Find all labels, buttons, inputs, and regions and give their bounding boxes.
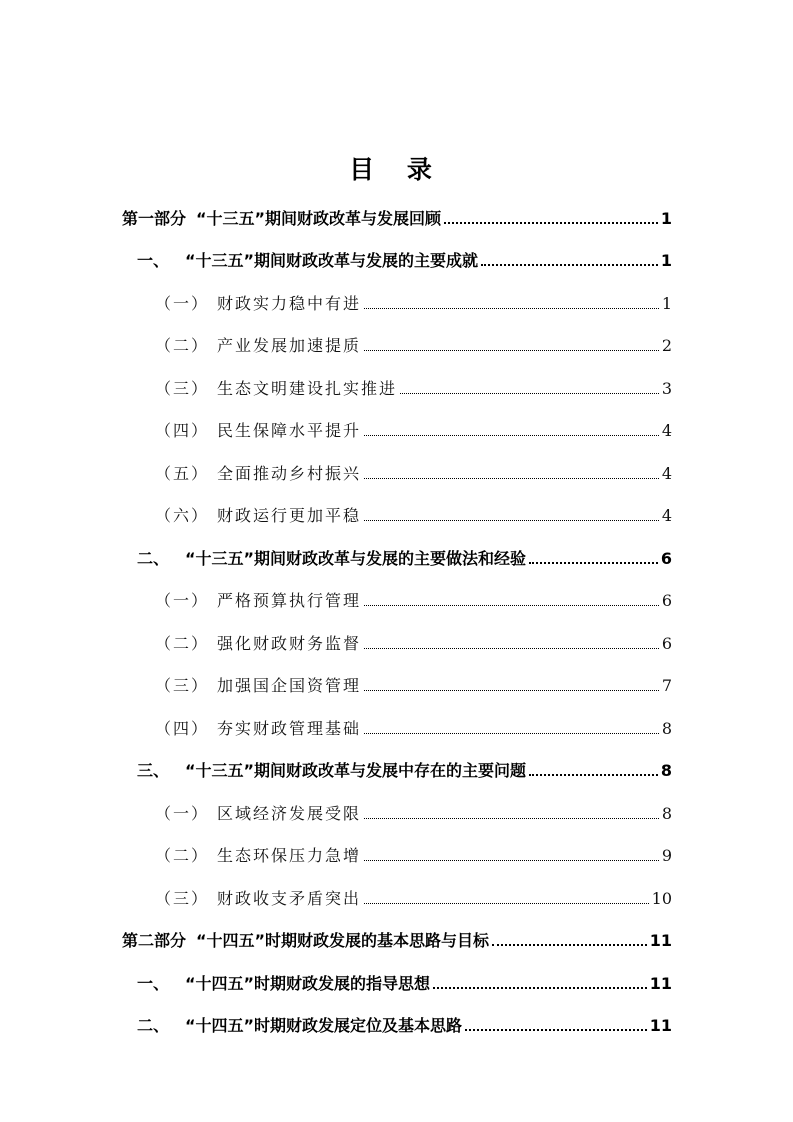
toc-entry-text: 区域经济发展受限 <box>217 804 362 823</box>
toc-entry-text: “十三五”期间财政改革与发展的主要做法和经验 <box>185 549 527 568</box>
toc-entry-text: 生态环保压力急增 <box>217 846 362 865</box>
toc-entry-text: 民生保障水平提升 <box>217 421 362 440</box>
toc-entry-text: 严格预算执行管理 <box>217 591 362 610</box>
toc-entry-text: 生态文明建设扎实推进 <box>217 379 398 398</box>
dot-leader <box>481 264 658 266</box>
toc-entry-page: 2 <box>661 336 672 355</box>
toc-entry[interactable] <box>155 448 672 484</box>
toc-entry-page: 4 <box>661 421 672 440</box>
dot-leader <box>400 393 659 394</box>
toc-entry-text: 财政实力稳中有进 <box>217 294 362 313</box>
toc-entry[interactable] <box>137 745 672 781</box>
toc-entry[interactable] <box>122 193 672 229</box>
toc-entry-number: （三） <box>155 676 210 695</box>
toc-entry-text: “十四五”时期财政发展定位及基本思路 <box>185 1016 463 1035</box>
dot-leader <box>364 605 659 606</box>
page-title: 目 录 <box>349 155 444 184</box>
toc-entry-page: 4 <box>661 506 672 525</box>
dot-leader <box>465 1029 647 1031</box>
dot-leader <box>364 818 659 819</box>
toc-entry[interactable] <box>155 320 672 356</box>
toc-entry[interactable] <box>155 660 672 696</box>
dot-leader <box>364 350 659 351</box>
toc-entry[interactable] <box>155 873 672 909</box>
toc-entry-page: 8 <box>661 719 672 738</box>
toc-entry-number: （三） <box>155 889 210 908</box>
toc-entry-page: 11 <box>649 1016 672 1035</box>
toc-entry-page: 6 <box>661 634 672 653</box>
toc-entry[interactable] <box>137 533 672 569</box>
toc-entry-page: 11 <box>649 931 672 950</box>
toc-entry-text: 全面推动乡村振兴 <box>217 464 362 483</box>
toc-entry-number: 二、 <box>137 1016 170 1035</box>
toc-entry[interactable] <box>155 788 672 824</box>
toc-entry-page: 1 <box>660 251 672 270</box>
dot-leader <box>364 520 659 521</box>
toc-entry-page: 10 <box>651 889 672 908</box>
toc-entry-number: 一、 <box>137 974 170 993</box>
toc-entry-page: 7 <box>661 676 672 695</box>
toc-entry-number: （二） <box>155 846 210 865</box>
toc-entry-number: （一） <box>155 591 210 610</box>
toc-entry-text: “十四五”时期财政发展的指导思想 <box>185 974 431 993</box>
toc-entry-page: 8 <box>660 761 672 780</box>
dot-leader <box>529 774 658 776</box>
toc-entry-page: 6 <box>661 591 672 610</box>
toc-entry[interactable] <box>155 405 672 441</box>
toc-entry-number: （六） <box>155 506 210 525</box>
toc-entry-text: 财政收支矛盾突出 <box>217 889 362 908</box>
toc-entry-text: 夯实财政管理基础 <box>217 719 362 738</box>
toc-entry-page: 6 <box>660 549 672 568</box>
toc-entry-number: （二） <box>155 634 210 653</box>
dot-leader <box>492 944 647 946</box>
toc-entry-page: 11 <box>649 974 672 993</box>
toc-entry[interactable] <box>137 235 672 271</box>
dot-leader <box>364 903 649 904</box>
toc-entry-number: 第二部分 <box>122 931 187 950</box>
dot-leader <box>364 690 659 691</box>
toc-entry-text: 产业发展加速提质 <box>217 336 362 355</box>
toc-entry-page: 8 <box>661 804 672 823</box>
toc-entry-text: “十三五”期间财政改革与发展中存在的主要问题 <box>185 761 527 780</box>
toc-entry[interactable] <box>155 703 672 739</box>
dot-leader <box>529 562 658 564</box>
toc-entry-number: 一、 <box>137 251 170 270</box>
dot-leader <box>364 860 659 861</box>
toc-entry-text: “十三五”期间财政改革与发展回顾 <box>196 209 442 228</box>
toc-entry-page: 4 <box>661 464 672 483</box>
toc-entry[interactable] <box>137 1000 672 1036</box>
toc-entry-text: 强化财政财务监督 <box>217 634 362 653</box>
toc-entry[interactable] <box>137 958 672 994</box>
toc-entry-number: （二） <box>155 336 210 355</box>
toc-entry-number: 二、 <box>137 549 170 568</box>
toc-entry-number: （四） <box>155 421 210 440</box>
toc-entry-text: 加强国企国资管理 <box>217 676 362 695</box>
toc-entry[interactable] <box>155 278 672 314</box>
dot-leader <box>364 733 659 734</box>
dot-leader <box>364 435 659 436</box>
toc-entry-number: （四） <box>155 719 210 738</box>
toc-entry-number: （一） <box>155 804 210 823</box>
toc-entry[interactable] <box>122 915 672 951</box>
toc-entry[interactable] <box>155 490 672 526</box>
toc-entry-page: 9 <box>661 846 672 865</box>
dot-leader <box>364 308 659 309</box>
toc-entry-number: （五） <box>155 464 210 483</box>
toc-entry-number: （三） <box>155 379 210 398</box>
dot-leader <box>444 222 658 224</box>
toc-entry-page: 1 <box>660 209 672 228</box>
toc-entry[interactable] <box>155 830 672 866</box>
toc-entry-number: 第一部分 <box>122 209 187 228</box>
dot-leader <box>433 987 647 989</box>
dot-leader <box>364 478 659 479</box>
toc-entry-number: （一） <box>155 294 210 313</box>
dot-leader <box>364 648 659 649</box>
toc-entry-text: “十四五”时期财政发展的基本思路与目标 <box>196 931 490 950</box>
toc-entry-number: 三、 <box>137 761 170 780</box>
toc-entry-text: 财政运行更加平稳 <box>217 506 362 525</box>
toc-entry-text: “十三五”期间财政改革与发展的主要成就 <box>185 251 479 270</box>
toc-entry-page: 1 <box>661 294 672 313</box>
toc-entry[interactable] <box>155 618 672 654</box>
toc-entry[interactable] <box>155 363 672 399</box>
toc-entry-page: 3 <box>661 379 672 398</box>
toc-entry[interactable] <box>155 575 672 611</box>
